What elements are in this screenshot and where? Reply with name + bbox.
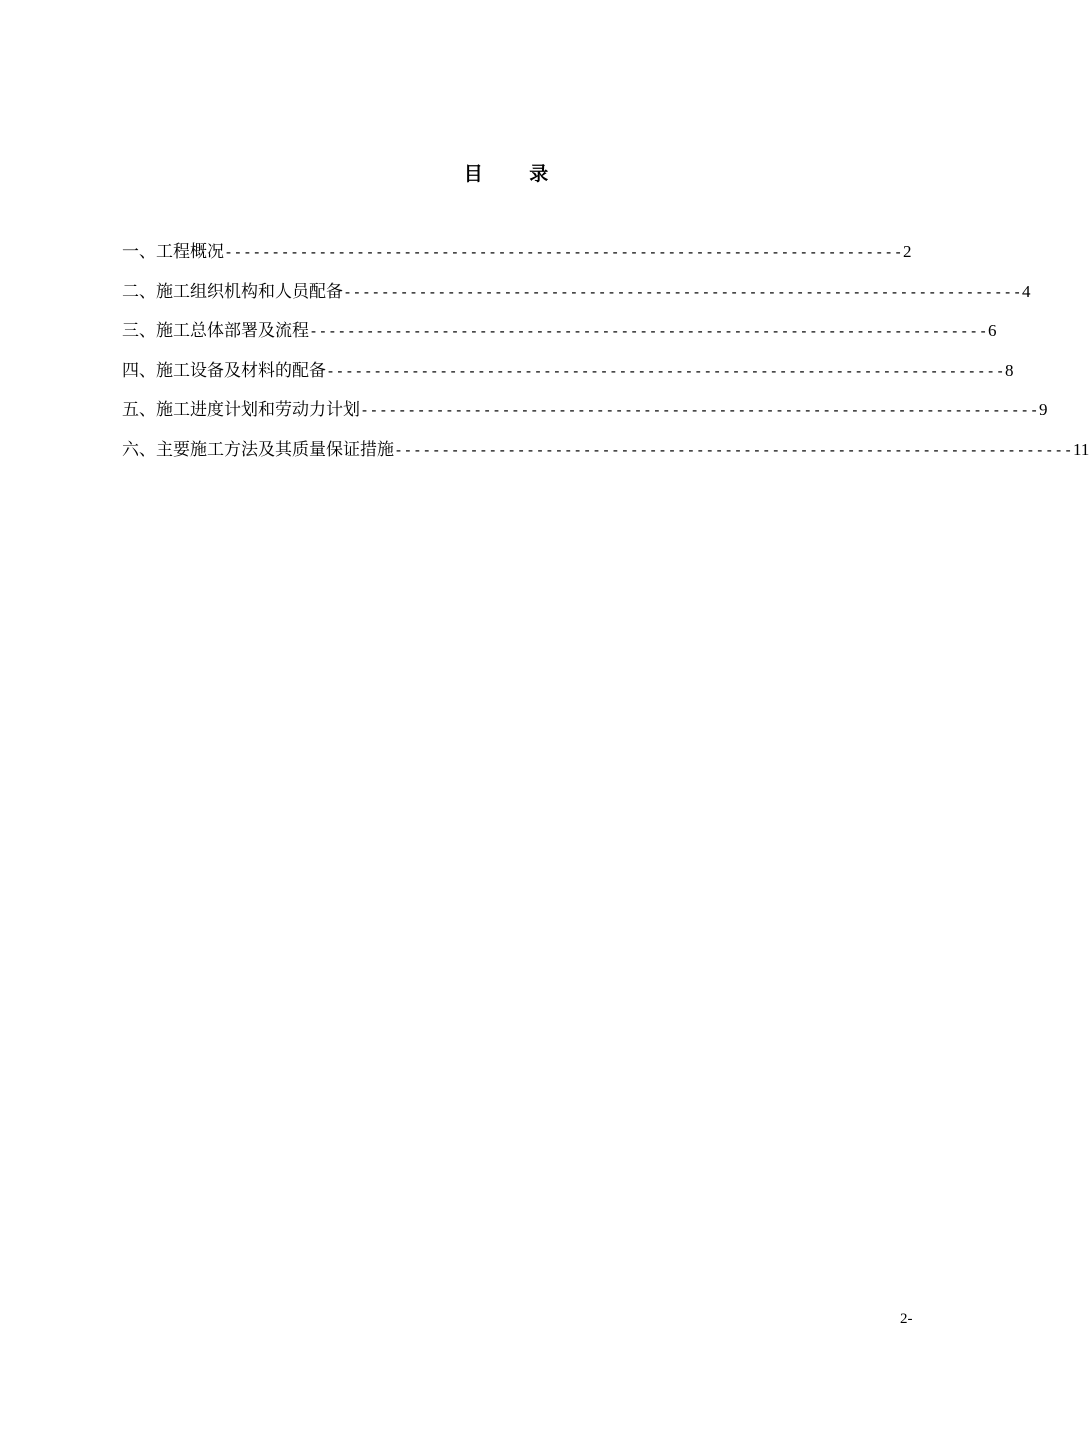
toc-entry-label: 六、主要施工方法及其质量保证措施 [122,439,394,460]
toc-entry[interactable] [122,396,1048,436]
toc-dot-leader: ------------------------------------------------------------------------ [360,401,1040,420]
toc-entry-label: 三、施工总体部署及流程 [122,321,309,342]
page-title: 目 录 [463,163,569,185]
toc-entry-page: 9 [1039,400,1048,420]
toc-entry[interactable] [122,278,1031,318]
toc-entry[interactable] [122,317,997,357]
table-of-contents [122,238,1089,476]
toc-entry-page: 8 [1005,360,1014,380]
toc-dot-leader: ------------------------------------------------------------------------ [326,361,1006,380]
toc-entry-label: 四、施工设备及材料的配备 [122,360,326,381]
toc-entry-label: 一、工程概况 [122,242,224,262]
toc-entry-page: 4 [1022,281,1031,301]
toc-dot-leader: ------------------------------------------------------------------------ [394,440,1074,459]
page-number: 2- [900,1311,913,1327]
toc-entry-page: 2 [903,242,912,261]
toc-entry-page: 6 [988,321,997,341]
toc-dot-leader: ------------------------------------------------------------------------ [309,322,989,341]
toc-entry-label: 五、施工进度计划和劳动力计划 [122,400,360,421]
toc-entry[interactable] [122,436,1089,476]
toc-entry[interactable] [122,238,912,278]
toc-dot-leader: ------------------------------------------------------------------------ [343,282,1023,301]
toc-entry-label: 二、施工组织机构和人员配备 [122,281,343,302]
toc-entry[interactable] [122,357,1014,397]
toc-entry-page: 11 [1073,439,1089,459]
toc-dot-leader: ------------------------------------------------------------------------ [224,243,904,261]
